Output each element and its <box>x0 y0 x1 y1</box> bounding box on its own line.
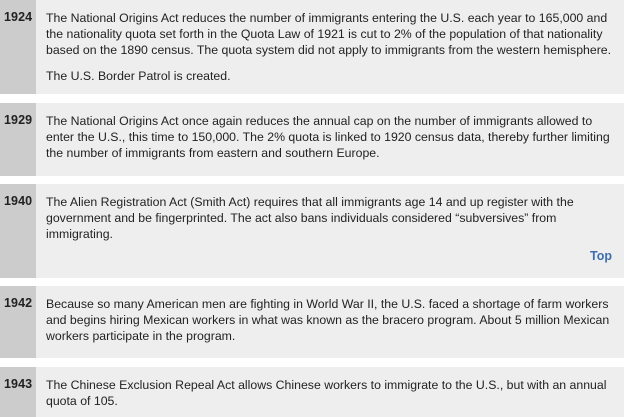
entry-paragraph: The National Origins Act once again reduces the annual cap on the number of immigrants allowed to enter the U.S., this time to 150,000. The 2% quota is linked to 1920 census data, thereby further limiting the number of immigrants from eastern and southern Europe. <box>46 114 610 160</box>
timeline-entry-1940 <box>0 184 624 278</box>
year-column <box>0 103 36 176</box>
back-to-top-link[interactable]: Top <box>590 249 612 263</box>
entry-paragraph: The Alien Registration Act (Smith Act) requires that all immigrants age 14 and up register with the government and be fingerprinted. The act also bans individuals considered “subversives” from immigrating. <box>46 195 574 241</box>
year-column <box>0 367 36 417</box>
year-column <box>0 184 36 278</box>
entry-year: 1940 <box>4 194 33 208</box>
year-column <box>0 0 36 94</box>
entry-year: 1943 <box>4 377 33 391</box>
year-column <box>0 286 36 358</box>
timeline-entry-1924 <box>0 0 624 94</box>
timeline-entry-1942 <box>0 286 624 358</box>
entry-paragraph: The U.S. Border Patrol is created. <box>46 69 231 83</box>
entry-year: 1929 <box>4 113 33 127</box>
entry-description <box>36 184 624 278</box>
entry-paragraph: Because so many American men are fighting in World War II, the U.S. faced a shortage of farm workers and begins hiring Mexican workers in what was known as the bracero program. About 5 million Mexican workers participate in the program. <box>46 297 610 343</box>
timeline-entry-1929 <box>0 103 624 176</box>
entry-description <box>36 0 624 94</box>
entry-description <box>36 367 624 417</box>
entry-description <box>36 103 624 176</box>
entry-year: 1924 <box>4 10 33 24</box>
entry-year: 1942 <box>4 296 33 310</box>
entry-paragraph: The Chinese Exclusion Repeal Act allows Chinese workers to immigrate to the U.S., but with an annual quota of 105. <box>46 378 607 408</box>
entry-paragraph: The National Origins Act reduces the number of immigrants entering the U.S. each year to 165,000 and the nationality quota set forth in the Quota Law of 1921 is cut to 2% of the population of that nationality based on the 1890 census. The quota system did not apply to immigrants from the western hemisphere. <box>46 11 612 57</box>
entry-description <box>36 286 624 358</box>
timeline-entry-1943 <box>0 367 624 417</box>
